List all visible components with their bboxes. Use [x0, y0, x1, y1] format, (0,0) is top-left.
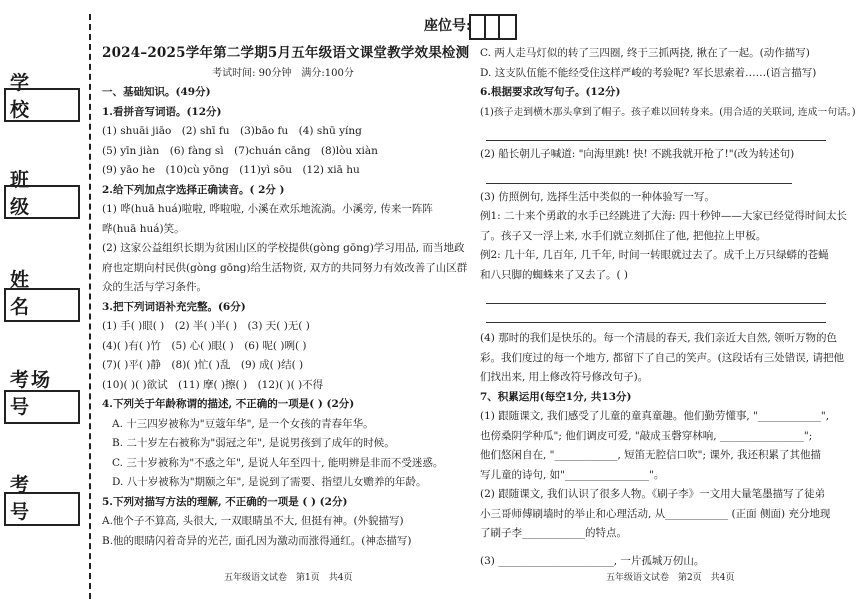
option-b: B. 二十岁左右被称为"弱冠之年", 是说男孩到了成年的时候。: [112, 437, 395, 449]
name-field[interactable]: [4, 288, 80, 322]
question-6-1: (1)孩子走到横木那头拿到了帽子。孩子难以回转身来。(用合适的关联词, 连成一句话。): [480, 106, 856, 118]
question-7-1: (1) 跟随课文, 我们感受了儿童的童真童趣。他们勤劳懂事, "____________",: [480, 410, 830, 422]
exam-number-label: 考 号: [10, 474, 44, 523]
question-6-4: (4) 那时的我们是快乐的。每一个清晨的春天, 我们亲近大自然, 领听万物的色: [480, 332, 838, 344]
question-7-2: 了刷子李____________的特点。: [480, 527, 627, 539]
pinyin-row: (5) yīn jiàn (6) fàng sì (7)chuán cāng (8)lòu xiàn: [102, 144, 378, 157]
pinyin-row: (1) shuāi jiāo (2) shī fu (3)bāo fu (4) shū yíng: [102, 125, 362, 137]
question-2-text: 众的生活与学习条件。: [102, 281, 207, 293]
binding-line: [89, 14, 91, 599]
question-6-2: (2) 船长朝儿子喊道: "向海里跳! 快! 不跳我就开枪了!"(改为转述句): [480, 148, 795, 160]
question-7-1: 也傍桑阴学种瓜"; 他们调皮可爱, "敲成玉磬穿林响, ________________";: [480, 429, 813, 442]
class-field[interactable]: [4, 185, 80, 219]
exam-title: 2024–2025学年第二学期5月五年级语文课堂教学效果检测: [102, 45, 470, 61]
pinyin-row: (9) yāo he (10)cù yōng (11)yì sōu (12) xiā hu: [102, 164, 360, 176]
idiom-row: (4)( )有( )竹 (5) 心( )眼( ) (6) 呢( )咧( ): [102, 339, 307, 352]
question-7-2: 小三哥师傅刷墙时的举止和心理活动, 从____________ (正面 侧面) 充分地现: [480, 507, 831, 520]
option-c: C. 两人走马灯似的转了三四圈, 终于三抓两挠, 揪在了一起。(动作描写): [480, 47, 810, 59]
question-2-text: 哗(huā huá)笑。: [102, 222, 185, 235]
question-6-title: 6.根据要求改写句子。(12分): [480, 86, 621, 98]
school-field[interactable]: [4, 88, 80, 122]
answer-line[interactable]: [486, 122, 826, 141]
question-6-3: (3) 仿照例句, 选择生活中类似的一种体验写一写。: [480, 190, 715, 203]
answer-line[interactable]: [486, 304, 826, 323]
option-a: A. 十三四岁被称为"豆蔻年华", 是一个女孩的青春年华。: [112, 417, 374, 430]
question-1-title: 1.看拼音写词语。(12分): [102, 105, 222, 118]
idiom-row: (10)( )( )欲试 (11) 摩( )擦( ) (12)( )( )不得: [102, 378, 324, 391]
question-7-1: 他们悠闲自在, "____________, 短笛无腔信口吹"; 课外, 我还积累了其他描: [480, 449, 822, 461]
page-2-footer: 五年级语文试卷 第2页 共4页: [606, 573, 735, 583]
answer-line[interactable]: [486, 285, 826, 304]
question-6-4: 们找出来, 用上修改符号修改句子)。: [480, 371, 649, 383]
exam-number-field[interactable]: [4, 492, 80, 526]
question-2-text: (1) 哗(huā huá)啦啦, 哗啦啦, 小溪在欢乐地流淌。小溪旁, 传来一阵阵: [102, 203, 433, 215]
option-d: D. 这支队伍能不能经受住这样严峻的考验呢? 军长思索着……(语言描写): [480, 66, 817, 79]
question-2-text: (2) 这家公益组织长期为贫困山区的学校提供(gòng gōng)学习用品, 而当地政: [102, 242, 465, 254]
idiom-row: (1) 手( )眼( ) (2) 半( )半( ) (3) 天( )无( ): [102, 320, 310, 332]
option-d: D. 八十岁被称为"期颐之年", 是说到了需要、指望儿女赡养的年龄。: [112, 476, 427, 488]
class-label: 班 级: [10, 169, 44, 218]
question-5-title: 5.下列对描写方法的理解, 不正确的一项是 ( ) (2分): [102, 495, 348, 508]
idiom-row: (7)( )平( )静 (8)( )忙( )乱 (9) 成( )结( ): [102, 359, 304, 371]
page-2-column: [480, 44, 856, 571]
question-3-title: 3.把下列词语补充完整。(6分): [102, 300, 246, 313]
page-1-footer: 五年级语文试卷 第1页 共4页: [224, 573, 353, 583]
name-label: 姓 名: [10, 269, 44, 318]
page-1-column: [102, 44, 470, 551]
question-2-text: 府也定期向村民供(gòng gōng)给生活物资, 双方的共同努力有效改善了山区群: [102, 261, 468, 274]
question-7-title: 7、积累运用(每空1分, 共13分): [480, 390, 632, 403]
exam-room-field[interactable]: [4, 390, 80, 424]
example-text: 了。孩子又一浮上来, 水手们就立刻抓住了他, 把他拉上甲板。: [480, 229, 767, 242]
exam-room-label: 考场号: [10, 369, 53, 418]
example-text: 例1: 二十来个勇敢的水手已经跳进了大海: 四十秒钟——大家已经觉得时间太长: [480, 210, 847, 222]
example-text: 和八只脚的蜘蛛来了又去了。( ): [480, 268, 629, 281]
example-text: 例2: 几十年, 几百年, 几千年, 时间一转眼就过去了。成千上万只绿蟒的苍蝇: [480, 249, 829, 261]
question-7-2: (2) 跟随课文, 我们认识了很多人物。《刷子李》一文用大量笔墨描写了徒弟: [480, 488, 826, 500]
option-a: A.他个子不算高, 头很大, 一双眼睛虽不大, 但挺有神。(外貌描写): [102, 515, 404, 527]
question-2-title: 2.给下列加点字选择正确读音。( 2分 ): [102, 183, 285, 196]
answer-line[interactable]: [486, 165, 792, 184]
option-c: C. 三十岁被称为"不惑之年", 是说人年至四十, 能明辨是非而不受迷惑。: [112, 456, 444, 469]
school-label: 学 校: [10, 72, 44, 121]
question-4-title: 4.下列关于年龄称谓的描述, 不正确的一项是( ) (2分): [102, 398, 355, 410]
seat-number-field[interactable]: [469, 14, 517, 40]
question-6-4: 彩。我们度过的每一个地方, 都留下了自己的笑声。(这段话有三处错误, 请把他: [480, 351, 844, 364]
section-heading: 一、基础知识。(49分): [102, 86, 211, 98]
seat-number-label: 座位号:: [424, 18, 472, 34]
question-7-1: 写儿童的诗句, 如"________________"。: [480, 468, 665, 481]
exam-meta: 考试时间: 90分钟 满分:100分: [212, 67, 354, 79]
question-7-3: (3) ______________________, 一片孤城万仞山。: [480, 554, 705, 567]
option-b: B.他的眼睛闪着奇异的光芒, 面孔因为激动而涨得通红。(神态描写): [102, 534, 412, 547]
